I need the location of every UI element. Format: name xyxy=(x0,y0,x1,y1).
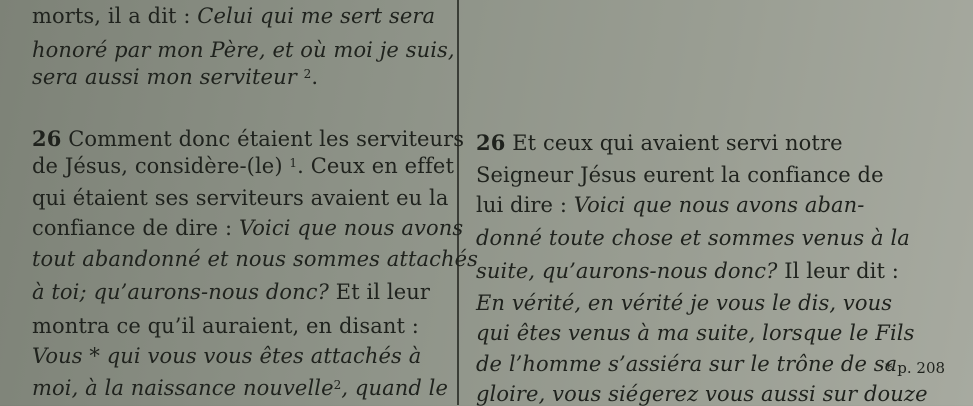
text-line: de Jésus, considère-(le) $^1$. Ceux en effet xyxy=(32,154,454,178)
text-line: Seigneur Jésus eurent la confiance de xyxy=(476,163,884,187)
text-line: honoré par mon Père, et où moi je suis, xyxy=(32,38,455,62)
text-line: à toi; qu’aurons-nous donc? Et il leur xyxy=(32,280,431,304)
text-line: suite, qu’aurons-nous donc? Il leur dit : xyxy=(476,259,899,283)
text-line: Vous * qui vous vous êtes attachés à xyxy=(32,344,422,368)
text-line: 26 Comment donc étaient les serviteurs xyxy=(32,126,465,151)
text-line: En vérité, en vérité je vous le dis, vous xyxy=(476,291,893,315)
text-line: de l’homme s’assiéra sur le trône de sa xyxy=(476,352,898,376)
text-line: tout abandonné et nous sommes attachés xyxy=(32,247,478,271)
text-line: montra ce qu’il auraient, en disant : xyxy=(32,314,419,338)
text-line: lui dire : Voici que nous avons aban- xyxy=(476,193,865,217)
text-line: morts, il a dit : Celui qui me sert sera xyxy=(32,4,436,28)
verse-number: 26 xyxy=(32,126,62,151)
column-divider xyxy=(457,0,459,405)
text-line: confiance de dire : Voici que nous avons xyxy=(32,216,464,240)
text-line: gloire, vous siégerez vous aussi sur douze xyxy=(476,382,928,406)
margin-page-reference: * p. 208 xyxy=(885,359,946,377)
text-line: qui êtes venus à ma suite, lorsque le Fils xyxy=(476,321,915,345)
text-line: sera aussi mon serviteur $^2$. xyxy=(32,65,319,89)
verse-number: 26 xyxy=(476,130,506,155)
text-line: qui étaient ses serviteurs avaient eu la xyxy=(32,186,449,210)
text-line: moi, à la naissance nouvelle$^2$, quand le xyxy=(32,376,448,400)
text-line: donné toute chose et sommes venus à la xyxy=(476,226,910,250)
text-line: 26 Et ceux qui avaient servi notre xyxy=(476,130,843,155)
